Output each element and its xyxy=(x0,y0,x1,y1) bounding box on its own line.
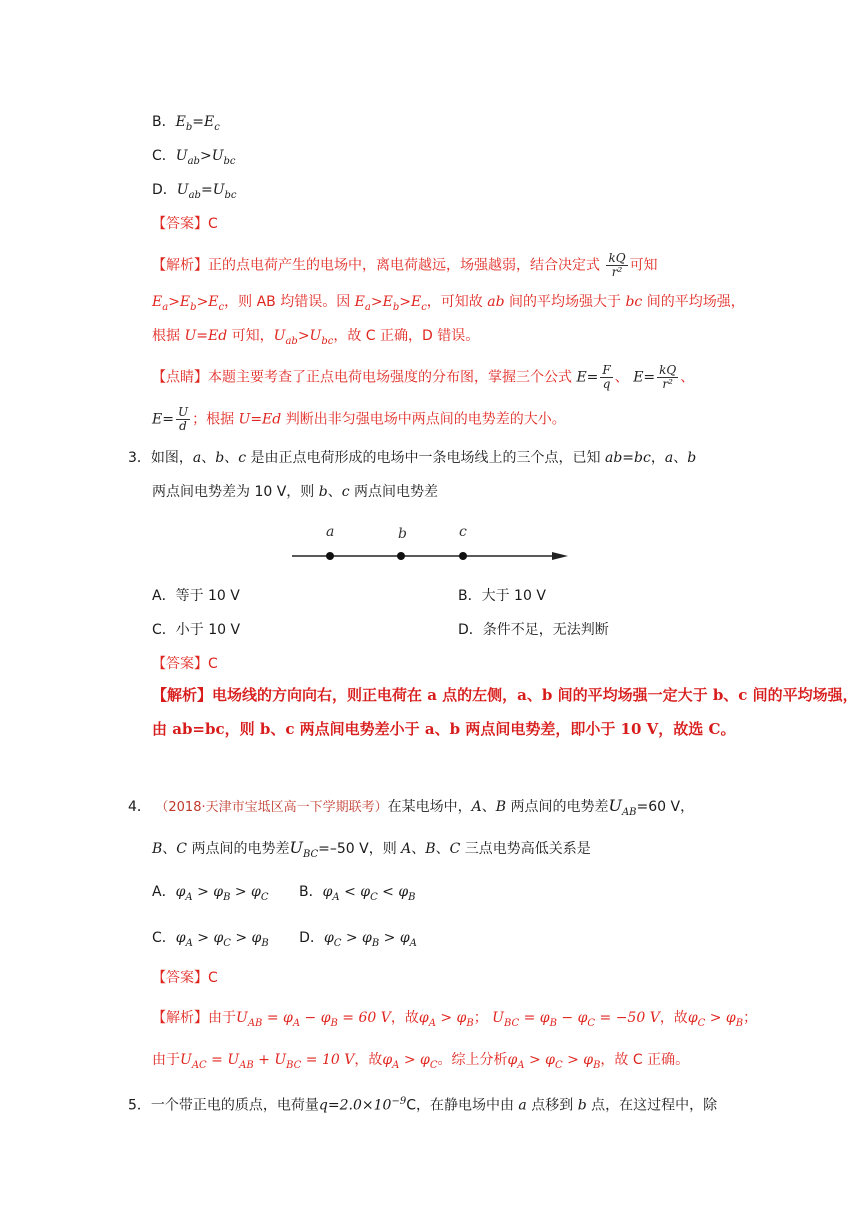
q4-options-ab: A．$\varphi_A > \varphi_B > \varphi_C$ B．$\varphi_A < \varphi_C < \varphi_B$ xyxy=(152,884,416,903)
q3-answer: 【答案】C xyxy=(152,656,218,672)
q2-comment-line1: 【点睛】本题主要考查了正点电荷电场强度的分布图，掌握三个公式 E= $\frac{F}{q}$ 、 E= $\frac{kQ}{\text{r²}}$ 、 xyxy=(152,363,695,391)
q5-stem-line1: 5．一个带正电的质点，电荷量$q=2.0\times 10^{-9}C$，在静电场中由 a 点移到 b 点，在这过程中，除 xyxy=(128,1096,718,1114)
q4-analysis-line1: 【解析】由于$U_{AB} = \varphi_A - \varphi_B = 60$ V，故$\varphi_A > \varphi_B$； $U_{BC} = \varphi_B - \varphi_C = -50$ V，故$\varphi_C > \varphi_B$； xyxy=(152,1010,758,1029)
point-c xyxy=(459,552,467,560)
q2-comment-line2: E= $\frac{U}{d}$ ；根据 U=Ed 判断出非匀强电场中两点间的电势差的大小。 xyxy=(152,405,566,433)
q3-option-c: C．小于 10 V xyxy=(152,622,241,638)
q3-analysis-line1: 【解析】电场线的方向向右，则正电荷在 a 点的左侧，a、b 间的平均场强一定大于 b、c 间的平均场强， xyxy=(152,686,858,704)
label-c: c xyxy=(459,524,467,540)
q3-option-d: D．条件不足，无法判断 xyxy=(458,622,609,638)
q3-option-a: A．等于 10 V xyxy=(152,588,240,604)
q3-field-line-figure xyxy=(286,516,576,572)
q3-analysis-line2: 由 ab=bc，则 b、c 两点间电势差小于 a、b 两点间电势差，即小于 10 V，故选 C。 xyxy=(152,720,736,738)
label-a: a xyxy=(326,524,335,540)
q3-stem-line1: 3．如图，a、b、c 是由正点电荷形成的电场中一条电场线上的三个点，已知 ab=bc，a、b xyxy=(128,450,697,466)
q2-option-c: C．$U_{ab}>U_{bc}$ xyxy=(152,148,236,167)
q2-analysis-line2: $E_a>E_b>E_c$，则 AB 均错误。因 $E_a>E_b>E_c$，可知故 ab 间的平均场强大于 bc 间的平均场强， xyxy=(152,294,745,313)
q3-option-b: B．大于 10 V xyxy=(458,588,546,604)
q4-answer: 【答案】C xyxy=(152,970,218,986)
q2-option-b: B．$E_b=E_c$ xyxy=(152,114,220,133)
q2-analysis-line3: 根据 U=Ed 可知，$U_{ab}>U_{bc}$，故 C 正确，D 错误。 xyxy=(152,328,480,347)
arrowhead xyxy=(552,552,568,560)
q2-option-d: D．$U_{ab}=U_{bc}$ xyxy=(152,182,237,201)
point-b xyxy=(397,552,405,560)
q4-stem-line2: B、C 两点间的电势差$U_{BC}=-50$ V，则 A、B、C 三点电势高低关系是 xyxy=(152,838,591,861)
point-a xyxy=(326,552,334,560)
q4-analysis-line2: 由于$U_{AC} = U_{AB} + U_{BC} = 10$ V，故$\varphi_A > \varphi_C$。综上分析$\varphi_A > \varphi_C > \varphi_B$，故 C 正确。 xyxy=(152,1052,690,1071)
q4-options-cd: C．$\varphi_A > \varphi_C > \varphi_B$ D．$\varphi_C > \varphi_B > \varphi_A$ xyxy=(152,930,417,949)
q2-answer: 【答案】C xyxy=(152,216,218,232)
q3-stem-line2: 两点间电势差为 10 V，则 b、c 两点间电势差 xyxy=(152,484,439,500)
q4-stem-line1: 4． （2018·天津市宝坻区高一下学期联考）在某电场中，A、B 两点间的电势差$U_{AB}=60$ V， xyxy=(128,796,695,819)
q2-analysis-line1: 【解析】正的点电荷产生的电场中，离电荷越远，场强越弱，结合决定式 $\frac{kQ}{\text{r²}}$ 可知 xyxy=(152,251,658,279)
label-b: b xyxy=(398,526,407,542)
